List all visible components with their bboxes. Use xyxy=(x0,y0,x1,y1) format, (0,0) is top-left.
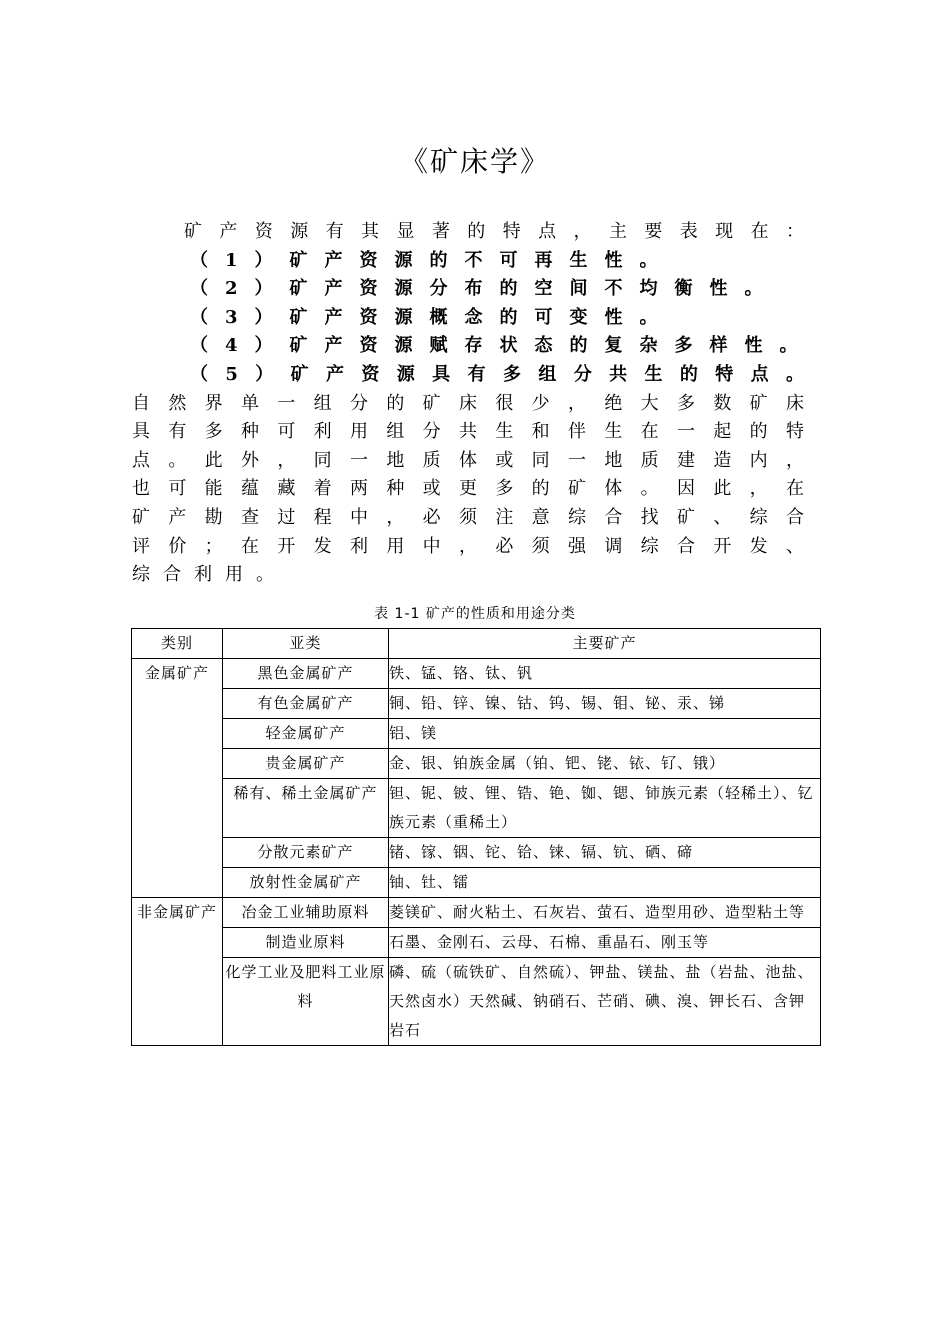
text-line: （1）矿产资源的不可再生性。 xyxy=(190,249,675,271)
text-line: （3）矿产资源概念的可变性。 xyxy=(190,306,675,328)
table-row xyxy=(132,958,821,1046)
minerals-cell: 铁、锰、铬、钛、钒 xyxy=(389,659,821,689)
subcategory-cell: 冶金工业辅助原料 xyxy=(223,898,389,928)
text-line: 也可能蕴藏着两种或更多的矿体。因此，在 xyxy=(132,478,804,500)
minerals-cell: 菱镁矿、耐火粘土、石灰岩、萤石、造型用砂、造型粘土等 xyxy=(389,898,821,928)
subcategory-cell: 放射性金属矿产 xyxy=(223,868,389,898)
table-row xyxy=(132,749,821,779)
minerals-cell: 铝、镁 xyxy=(389,719,821,749)
subcategory-cell: 贵金属矿产 xyxy=(223,749,389,779)
table-row xyxy=(132,659,821,689)
header-subcategory: 亚类 xyxy=(223,629,389,659)
table-row xyxy=(132,719,821,749)
subcategory-cell: 分散元素矿产 xyxy=(223,838,389,868)
table-row xyxy=(132,838,821,868)
table-row xyxy=(132,689,821,719)
text-line: 矿产勘查过程中，必须注意综合找矿、综合 xyxy=(132,506,804,528)
text-line: 具有多种可利用组分共生和伴生在一起的特 xyxy=(132,421,804,443)
table-row xyxy=(132,779,821,838)
minerals-cell: 金、银、铂族金属（铂、钯、铑、铱、钌、锇） xyxy=(389,749,821,779)
minerals-cell: 石墨、金刚石、云母、石棉、重晶石、刚玉等 xyxy=(389,928,821,958)
text-line: 点。此外，同一地质体或同一地质建造内， xyxy=(132,449,804,471)
mineral-classification-table xyxy=(131,628,821,1046)
header-category: 类别 xyxy=(132,629,223,659)
table-row xyxy=(132,928,821,958)
text-line: 综合利用。 xyxy=(132,564,287,586)
text-line: 矿产资源有其显著的特点，主要表现在： xyxy=(184,221,804,242)
text-line: （4）矿产资源赋存状态的复杂多样性。 xyxy=(190,335,815,357)
text-line: （2）矿产资源分布的空间不均衡性。 xyxy=(190,278,780,300)
subcategory-cell: 有色金属矿产 xyxy=(223,689,389,719)
text-line: 自然界单一组分的矿床很少，绝大多数矿床 xyxy=(132,392,804,414)
subcategory-cell: 化学工业及肥料工业原料 xyxy=(223,958,389,1046)
subcategory-cell: 黑色金属矿产 xyxy=(223,659,389,689)
header-main-minerals: 主要矿产 xyxy=(389,629,821,659)
page-title: 《矿床学》 xyxy=(399,145,550,178)
minerals-cell: 磷、硫（硫铁矿、自然硫）、钾盐、镁盐、盐（岩盐、池盐、天然卤水）天然碱、钠硝石、芒硝、碘、溴、钾长石、含钾岩石 xyxy=(389,958,821,1046)
text-line: （5）矿产资源具有多组分共生的特点。 xyxy=(190,363,804,385)
category-cell: 金属矿产 xyxy=(132,659,223,898)
table-row xyxy=(132,898,821,928)
minerals-cell: 钽、铌、铍、锂、锆、铯、铷、锶、铈族元素（轻稀土）、钇族元素（重稀土） xyxy=(389,779,821,838)
minerals-cell: 铀、钍、镭 xyxy=(389,868,821,898)
minerals-cell: 铜、铅、锌、镍、钴、钨、锡、钼、铋、汞、锑 xyxy=(389,689,821,719)
table-caption: 表 1-1 矿产的性质和用途分类 xyxy=(374,606,576,622)
body-text xyxy=(132,218,815,590)
table-header-row xyxy=(132,629,821,659)
subcategory-cell: 轻金属矿产 xyxy=(223,719,389,749)
subcategory-cell: 稀有、稀土金属矿产 xyxy=(223,779,389,838)
subcategory-cell: 制造业原料 xyxy=(223,928,389,958)
minerals-cell: 锗、镓、铟、铊、铪、铼、镉、钪、硒、碲 xyxy=(389,838,821,868)
table-row xyxy=(132,868,821,898)
category-cell: 非金属矿产 xyxy=(132,898,223,1046)
text-line: 评价；在开发利用中，必须强调综合开发、 xyxy=(132,535,804,557)
